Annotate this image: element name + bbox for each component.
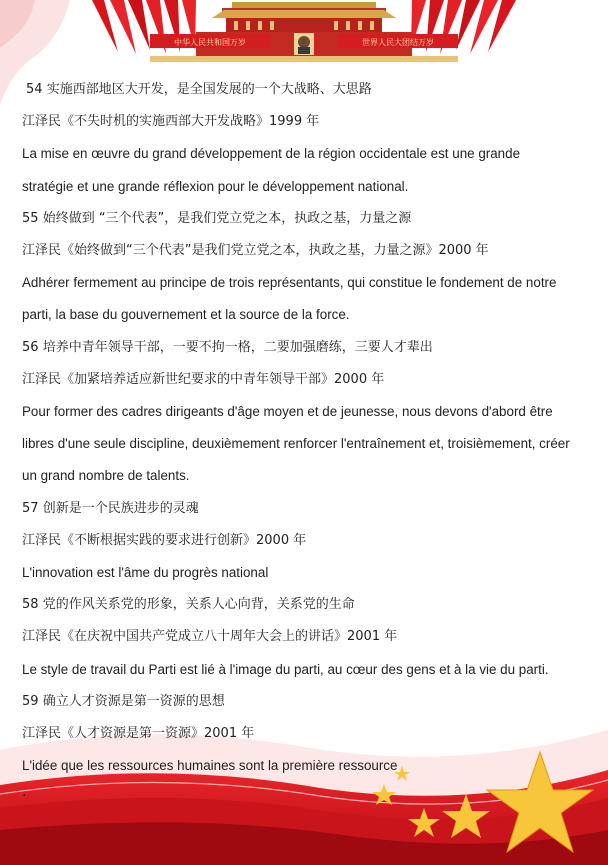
french-translation: Le style de travail du Parti est lié à l'image du parti, au cœur des gens et à la vie du parti.: [22, 661, 549, 677]
header-illustration: [0, 0, 608, 70]
banner-left: 中华人民共和国万岁: [174, 38, 246, 47]
entry-number: 59: [22, 693, 39, 709]
entry-title: 确立人才资源是第一资源的思想: [42, 693, 225, 709]
entry-number: 57: [22, 500, 39, 516]
tiananmen-gate-icon: [196, 2, 412, 62]
entry-title: 创新是一个民族进步的灵魂: [42, 500, 199, 516]
entry-source: 江泽民《不断根据实践的要求进行创新》2000 年: [22, 532, 307, 548]
entry-heading: [22, 686, 598, 718]
entry-heading: [22, 493, 598, 525]
entry-heading: [22, 332, 598, 364]
french-translation: Pour former des cadres dirigeants d'âge moyen et de jeunesse, nous devons d'abord être: [22, 404, 553, 420]
entry-source: 江泽民《不失时机的实施西部大开发战略》1999 年: [22, 114, 320, 130]
french-translation: La mise en œuvre du grand développement de la région occidentale est une grande: [22, 146, 521, 162]
entry-title: 实施西部地区大开发，是全国发展的一个大战略、大思路: [46, 82, 372, 97]
french-translation: parti, la base du gouvernement et la source de la force.: [22, 307, 350, 323]
entry-source: 江泽民《加紧培养适应新世纪要求的中青年领导干部》2000 年: [22, 371, 385, 387]
entry-source: 江泽民《始终做到“三个代表”是我们党立党之本，执政之基，力量之源》2000 年: [22, 243, 489, 259]
entry-number: 55: [22, 210, 39, 226]
entry-number: 54: [26, 82, 43, 97]
entry-title: 培养中青年领导干部，一要不拘一格，二要加强磨练，三要人才辈出: [42, 339, 433, 355]
entry-title: 始终做到 “三个代表”，是我们党立党之本，执政之基，力量之源: [42, 210, 412, 226]
french-translation: libres d'une seule discipline, deuxièmement renforcer l'entraînement et, troisièmement, créer: [22, 436, 570, 452]
french-translation: un grand nombre de talents.: [22, 468, 190, 484]
entry-source: 江泽民《人才资源是第一资源》2001 年: [22, 726, 255, 742]
french-translation: L'idée que les ressources humaines sont la première ressource: [22, 758, 398, 774]
french-translation: L'innovation est l'âme du progrès national: [22, 565, 269, 581]
french-translation: stratégie et une grande réflexion pour le développement national.: [22, 178, 409, 194]
entry-heading: [22, 74, 598, 106]
entry-number: 58: [22, 597, 39, 613]
content-body: [22, 74, 598, 802]
entry-number: 56: [22, 339, 39, 355]
entry-source: 江泽民《在庆祝中国共产党成立八十周年大会上的讲话》2001 年: [22, 629, 398, 645]
banner-right: 世界人民大团结万岁: [362, 38, 434, 47]
entry-heading: [22, 203, 598, 235]
french-translation: Adhérer fermement au principe de trois représentants, qui constitue le fondement de notre: [22, 275, 557, 291]
entry-title: 党的作风关系党的形象，关系人心向背，关系党的生命: [42, 597, 355, 613]
entry-heading: [22, 589, 598, 621]
trailing-mark: .: [22, 784, 27, 801]
